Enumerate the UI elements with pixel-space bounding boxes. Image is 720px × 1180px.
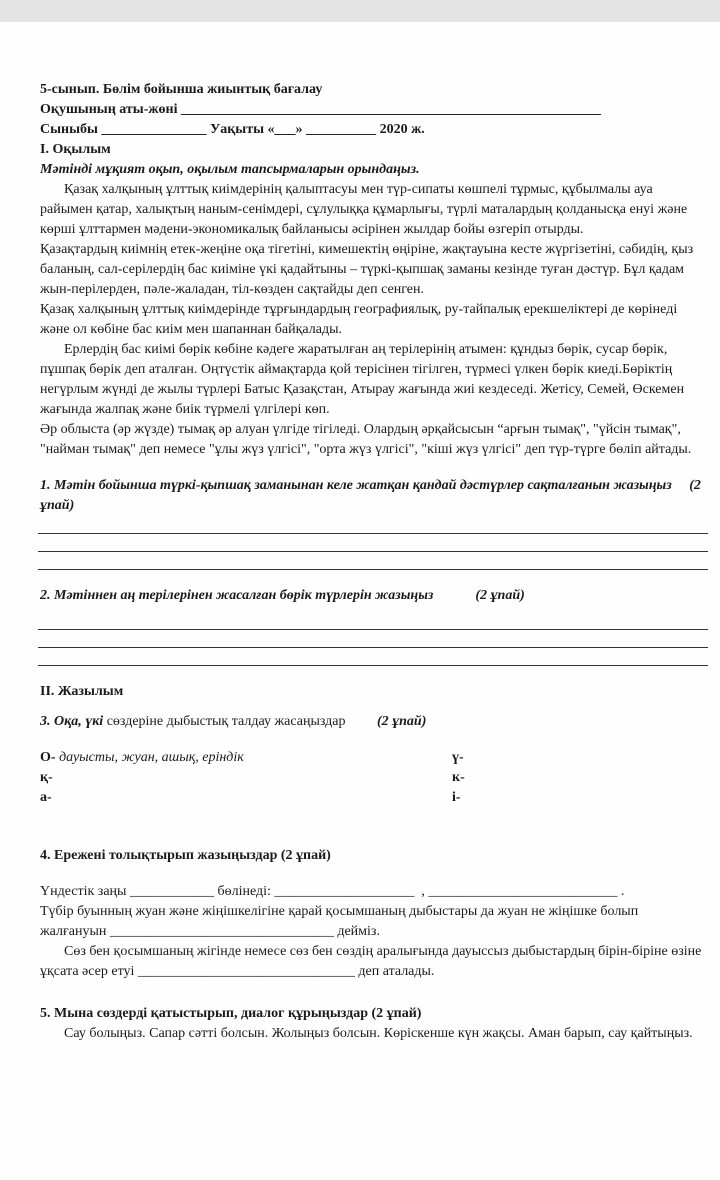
rule-text: , bbox=[421, 884, 425, 899]
sound-analysis bbox=[40, 748, 708, 808]
question-1-points: (2 ұпай) bbox=[40, 478, 701, 513]
rule-line-2 bbox=[40, 902, 708, 942]
paragraph-1: Қазақ халқының ұлттық киімдерінің қалыптасуы мен түр-сипаты көшпелі тұрмыс, құбылмалы ауа райымен қатар, халықтың наным-сенімдері, сұлулыққа құмарлығы, түрлі маталардың қолданысқа енуі және көрші ұлттармен мәдени-экономикалық байланысы әсірінен жылдар бойы өзгеріп отырды. bbox=[40, 182, 688, 237]
question-3-prefix: 3. Оқа, үкі bbox=[40, 714, 104, 729]
section1-title: I. Оқылым bbox=[40, 142, 111, 157]
answer-line[interactable] bbox=[38, 534, 708, 552]
rule-line-3 bbox=[40, 942, 708, 982]
class-label: Сыныбы bbox=[40, 122, 98, 137]
letter-o-desc: дауысты, жуан, ашық, еріндік bbox=[59, 750, 244, 765]
question-3 bbox=[40, 712, 708, 732]
worksheet-content bbox=[40, 80, 708, 1044]
answer-line[interactable] bbox=[38, 648, 708, 666]
name-blank: ____________________________________________________________ bbox=[180, 102, 601, 117]
time-label: Уақыты «___» bbox=[209, 122, 303, 137]
letter-q: қ- bbox=[40, 770, 53, 785]
section2-title: II. Жазылым bbox=[40, 684, 124, 699]
question-5-title: 5. Мына сөздерді қатыстырып, диалог құрыңыздар (2 ұпай) bbox=[40, 1006, 422, 1021]
year: 2020 ж. bbox=[379, 122, 425, 137]
question-3-text: сөздеріне дыбыстық талдау жасаңыздар bbox=[106, 714, 346, 729]
paragraph-4: Ерлердің бас киімі бөрік көбіне кәдеге жаратылған аң терілерінің атымен: құндыз бөрік, сусар бөрік, пұшпақ бөрік деп аталған. Оңтүстік аймақтарда қой терісінен тігілген, түрмесі үлкен бөрік киеді.Бөріктің негүрлым жүнді де жылы түрлері Батыс Қазақстан, Атырау жағында жиі кездеседі. Жетісу, Семей, Өскемен жағында жалпақ және биік түрмелі үлгілері көп. bbox=[40, 342, 685, 417]
paragraph-2: Қазақтардың киімнің етек-жеңіне оқа тігетіні, кимешектің өңіріне, жақтауына кесте жүргізетіні, сәбидің, қыз баланың, сал-серілердің бас киіміне үкі қадайтыны – түркі-қыпшақ заманы кезінде туған дәстүр. Бұл қадам жын-перілерден, пәле-жаладан, тіл-көзден сақтайды деп сенген. bbox=[40, 242, 694, 297]
worksheet-title: 5-сынып. Бөлім бойынша жиынтық бағалау bbox=[40, 82, 323, 97]
letter-u: ү- bbox=[452, 750, 464, 765]
question-1-text: 1. Мәтін бойынша түркі-қыпшақ заманынан келе жатқан қандай дәстүрлер сақталғанын жазыңыз bbox=[40, 478, 672, 493]
letter-i: і- bbox=[452, 790, 461, 805]
rule-text: Үндестік заңы bbox=[40, 884, 127, 899]
paragraph-3: Қазақ халқының ұлттық киімдерінде тұрғындардың географиялық, ру-тайпалық ерекшеліктері де көрінеді және ол көбіне бас киім мен шапаннан байқалады. bbox=[40, 302, 678, 337]
question-2-text: 2. Мәтіннен аң терілерінен жасалған бөрік түрлерін жазыңыз bbox=[40, 588, 434, 603]
rule-text: дейміз. bbox=[337, 924, 380, 939]
rule-line-1 bbox=[40, 882, 708, 902]
blank[interactable]: _______________________________ bbox=[137, 964, 355, 979]
answer-line[interactable] bbox=[38, 552, 708, 570]
student-name-line bbox=[40, 100, 708, 120]
rule-text: . bbox=[620, 884, 625, 899]
blank[interactable]: ___________________________ bbox=[428, 884, 618, 899]
question-4-title: 4. Ережені толықтырып жазыңыздар (2 ұпай) bbox=[40, 848, 331, 863]
blank[interactable]: ____________ bbox=[129, 884, 214, 899]
rule-text: деп аталады. bbox=[358, 964, 435, 979]
letter-a: а- bbox=[40, 790, 52, 805]
answer-line[interactable] bbox=[38, 516, 708, 534]
question-3-points: (2 ұпай) bbox=[376, 714, 427, 729]
answer-line[interactable] bbox=[38, 612, 708, 630]
letter-o: О- bbox=[40, 750, 56, 765]
name-label: Оқушының аты-жөні bbox=[40, 102, 178, 117]
rule-text: Түбір буынның жуан және жіңішкелігіне қарай қосымшаның дыбыстары да жуан не жіңішке болып жалғануын bbox=[40, 904, 639, 939]
rule-text: бөлінеді: bbox=[217, 884, 271, 899]
blank[interactable]: ________________________________ bbox=[109, 924, 334, 939]
answer-line[interactable] bbox=[38, 630, 708, 648]
letter-k: к- bbox=[452, 770, 465, 785]
top-gray-bar bbox=[0, 0, 720, 22]
reading-instruction: Мәтінді мұқият оқып, оқылым тапсырмаларын орындаңыз. bbox=[40, 162, 420, 177]
class-time-line bbox=[40, 120, 708, 140]
class-blank: _______________ bbox=[101, 122, 207, 137]
question-5-text: Сау болыңыз. Сапар сәтті болсын. Жолыңыз болсын. Көріскенше күн жақсы. Аман барып, сау қайтыңыз. bbox=[64, 1026, 693, 1041]
rule-text: Сөз бен қосымшаның жігінде немесе сөз бен сөздің аралығында дауыссыз дыбыстардың бірін-біріне өзіне ұқсата әсер етуі bbox=[40, 944, 702, 979]
question-2-points: (2 ұпай) bbox=[475, 588, 525, 603]
blank[interactable]: ____________________ bbox=[274, 884, 415, 899]
question-2 bbox=[40, 586, 708, 606]
time-blank: __________ bbox=[306, 122, 377, 137]
question-1 bbox=[40, 476, 708, 516]
paragraph-5: Әр облыста (әр жүзде) тымақ әр алуан үлгіде тігіледі. Олардың әрқайсысын “арғын тымақ", "үйсін тымақ", "найман тымақ" деп немесе "ұлы жүз үлгісі", "орта жүз үлгісі", "кіші жүз үлгісі" деп түр-түрге бөліп айтады. bbox=[40, 422, 692, 457]
